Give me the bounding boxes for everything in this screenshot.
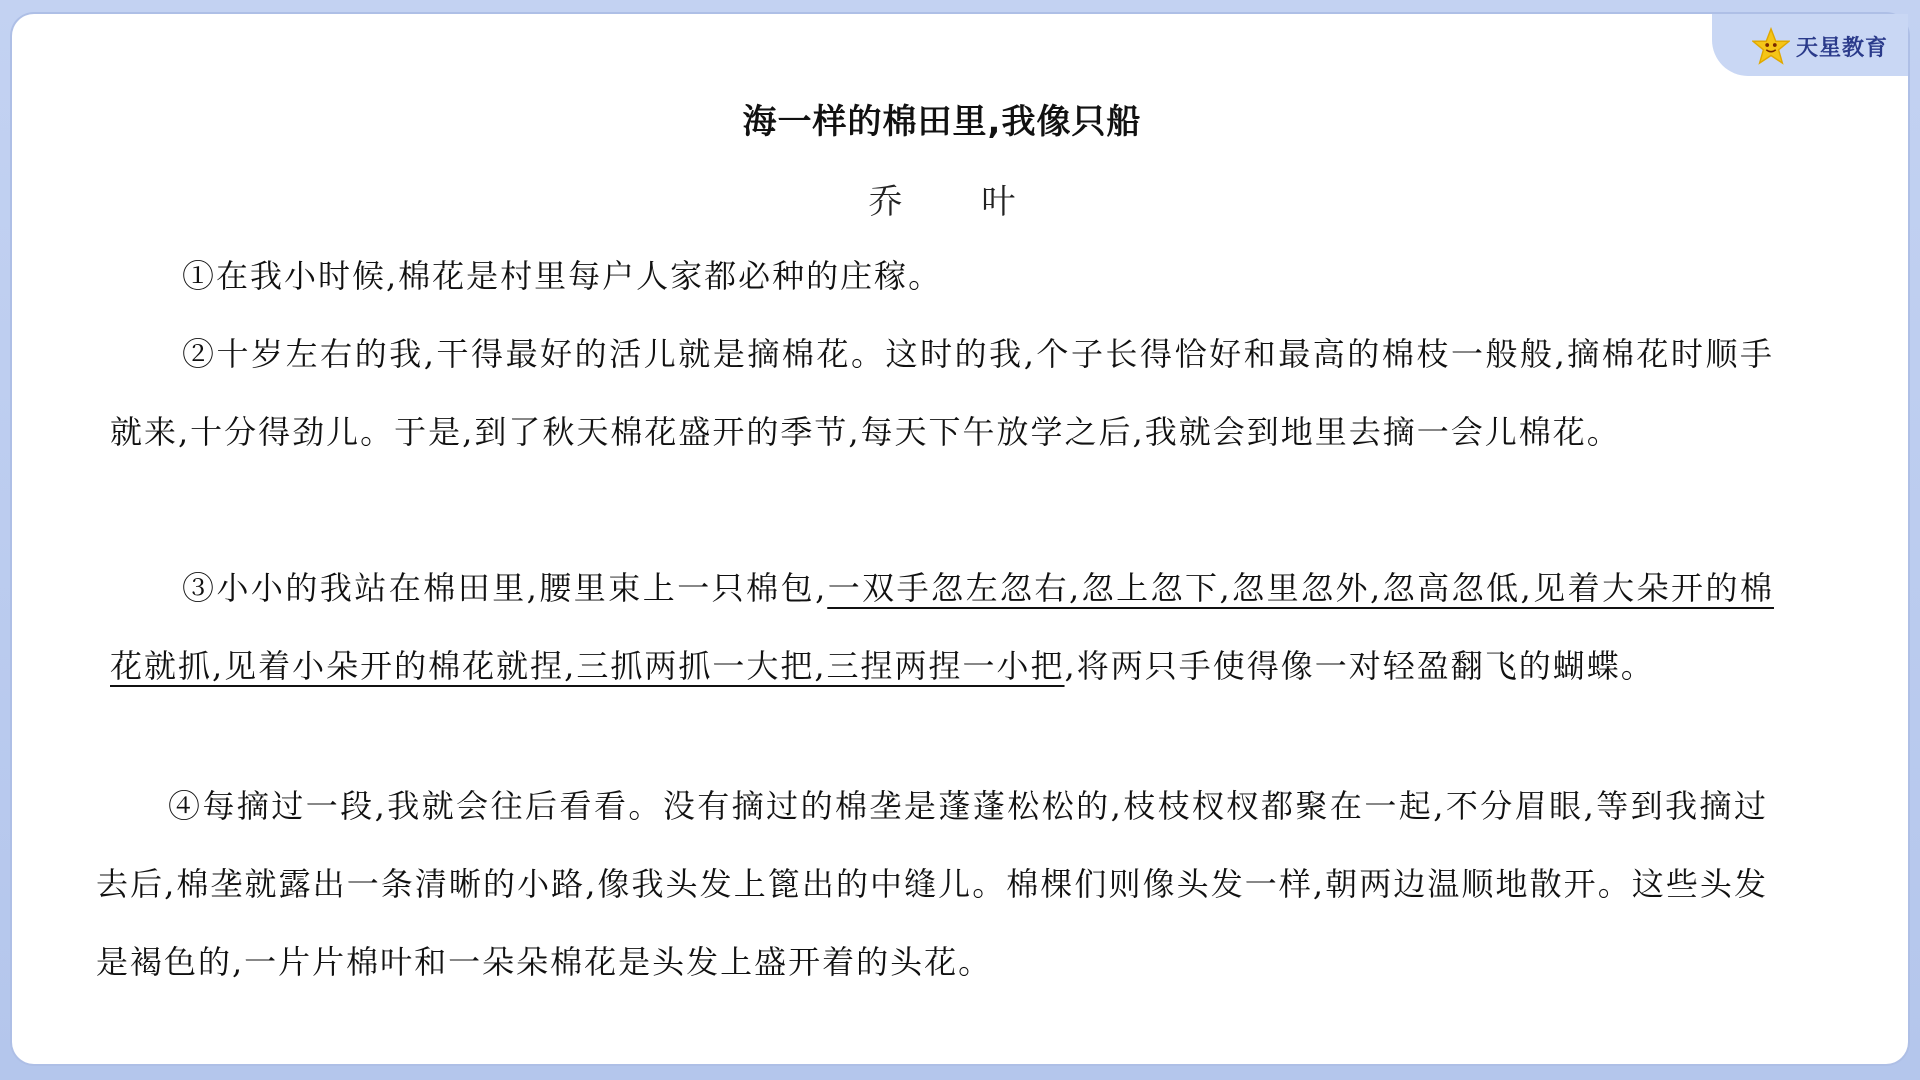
paragraph-4: ④每摘过一段,我就会往后看看。没有摘过的棉垄是蓬蓬松松的,枝枝杈杈都聚在一起,不分眉眼,等到我摘过去后,棉垄就露出一条清晰的小路,像我头发上篦出的中缝儿。棉棵们则像头发一样,朝两边温顺地散开。这些头发是褐色的,一片片棉叶和一朵朵棉花是头发上盛开着的头花。 <box>96 787 1768 981</box>
paragraph-2: ②十岁左右的我,干得最好的活儿就是摘棉花。这时的我,个子长得恰好和最高的棉枝一般般,摘棉花时顺手就来,十分得劲儿。于是,到了秋天棉花盛开的季节,每天下午放学之后,我就会到地里去摘一会儿棉花。 <box>110 335 1774 451</box>
paragraph-3-end: ,将两只手使得像一对轻盈翻飞的蝴蝶。 <box>1064 647 1655 685</box>
star-icon <box>1752 27 1790 65</box>
article-title: 海一样的棉田里,我像只船 <box>742 102 1142 142</box>
paragraph-1: ①在我小时候,棉花是村里每户人家都必种的庄稼。 <box>182 257 943 295</box>
paragraph-3-start: ③小小的我站在棉田里,腰里束上一只棉包, <box>182 569 828 607</box>
paragraph-3 <box>110 549 1774 705</box>
article-author: 乔 叶 <box>868 182 1050 222</box>
paragraph-3-underlined: 一双手忽左忽右,忽上忽下,忽里忽外,忽高忽低,见着大朵开的棉花就抓,见着小朵开的棉花就捏,三抓两抓一大把,三捏两捏一小把 <box>110 569 1774 685</box>
slide-card <box>12 14 1908 1064</box>
brand-name: 天星教育 <box>1795 35 1888 61</box>
brand-logo <box>1752 26 1888 66</box>
logo-tab <box>1712 14 1908 76</box>
